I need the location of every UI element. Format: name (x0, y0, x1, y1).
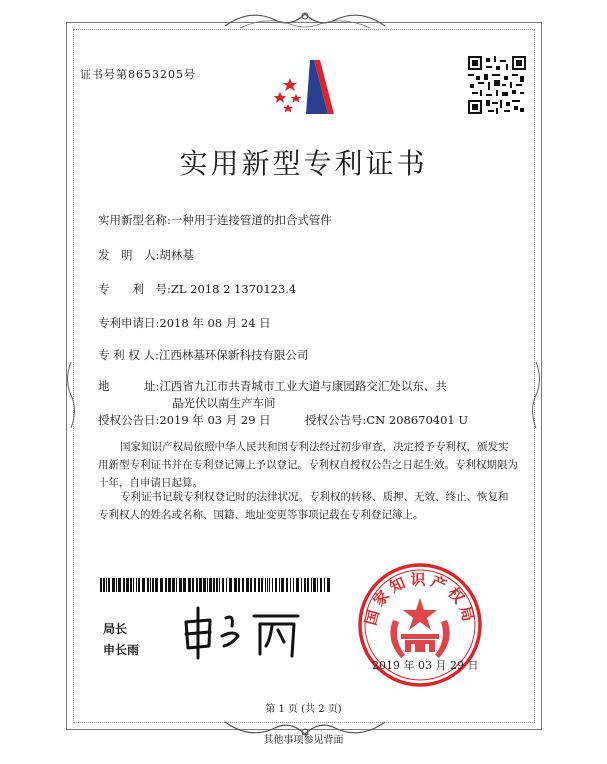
field-address (98, 378, 447, 394)
address-line-1: 江西省九江市共青城市工业大道与康园路交汇处以东、共 (159, 379, 447, 393)
field-label: 实用新型名称: (98, 213, 171, 227)
seal-text: 国家知识产权局 (361, 570, 479, 628)
field-value: 江西林基环保新科技有限公司 (158, 348, 309, 362)
field-value: 2018 年 08 月 24 日 (159, 316, 271, 330)
certificate-title: 实用新型专利证书 (179, 147, 428, 180)
barcode-icon (100, 578, 330, 592)
field-utility-model-name (98, 212, 332, 228)
qr-code-icon (468, 56, 526, 114)
field-patentee (98, 347, 308, 363)
right-ornament-icon (527, 360, 545, 430)
field-patent-number (98, 281, 296, 297)
top-ornament-icon (220, 6, 390, 32)
page-number: 第 1 页 (共 2 页) (265, 704, 342, 715)
paragraph-text: 专利证书记载专利权登记时的法律状况。专利权的转移、质押、无效、终止、恢复和专利权人的姓名或名称、国籍、地址变更等事项记载在专利登记簿上。 (98, 491, 509, 521)
seal-date: 2019 年 03 月 29 日 (372, 659, 479, 672)
director-name: 申长雨 (103, 643, 140, 657)
certificate-number: 证书号第8653205号 (80, 68, 196, 81)
field-value: CN 208670401 U (366, 413, 469, 427)
paragraph-text: 国家知识产权局依照中华人民共和国专利法经过初步审查，决定授予专利权，颁发实用新型专利证书并在专利登记簿上予以登记。专利权自授权公告之日起生效。专利权期限为十年，自申请日起算。 (98, 441, 518, 489)
field-label: 专 利 权 人: (98, 348, 159, 362)
field-label: 专利申请日: (98, 316, 160, 330)
left-ornament-icon (62, 360, 80, 430)
director-title: 局长 (103, 622, 128, 636)
field-grant-date (98, 412, 271, 428)
body-paragraph-2 (98, 488, 518, 524)
field-value: ZL 2018 2 1370123.4 (170, 282, 297, 296)
field-value: 胡林基 (159, 248, 194, 262)
field-grant-number (305, 412, 468, 428)
footer-note: 其他事项参见背面 (263, 735, 344, 746)
field-label: 发 明 人: (98, 248, 160, 262)
patent-office-logo-icon (270, 58, 350, 116)
address-line-2: 晶光伏以南生产车间 (172, 396, 276, 410)
field-inventor (98, 247, 194, 263)
field-value: 一种用于连接管道的扣合式管件 (170, 213, 332, 227)
field-label: 地 址: (98, 379, 160, 393)
field-application-date (98, 315, 271, 331)
field-value: 2019 年 03 月 29 日 (159, 413, 271, 427)
field-label: 授权公告号: (305, 413, 367, 427)
field-label: 授权公告日: (98, 413, 160, 427)
director-signature-icon (176, 600, 306, 660)
body-paragraph-1 (98, 438, 518, 492)
field-label: 专 利 号: (98, 282, 171, 296)
